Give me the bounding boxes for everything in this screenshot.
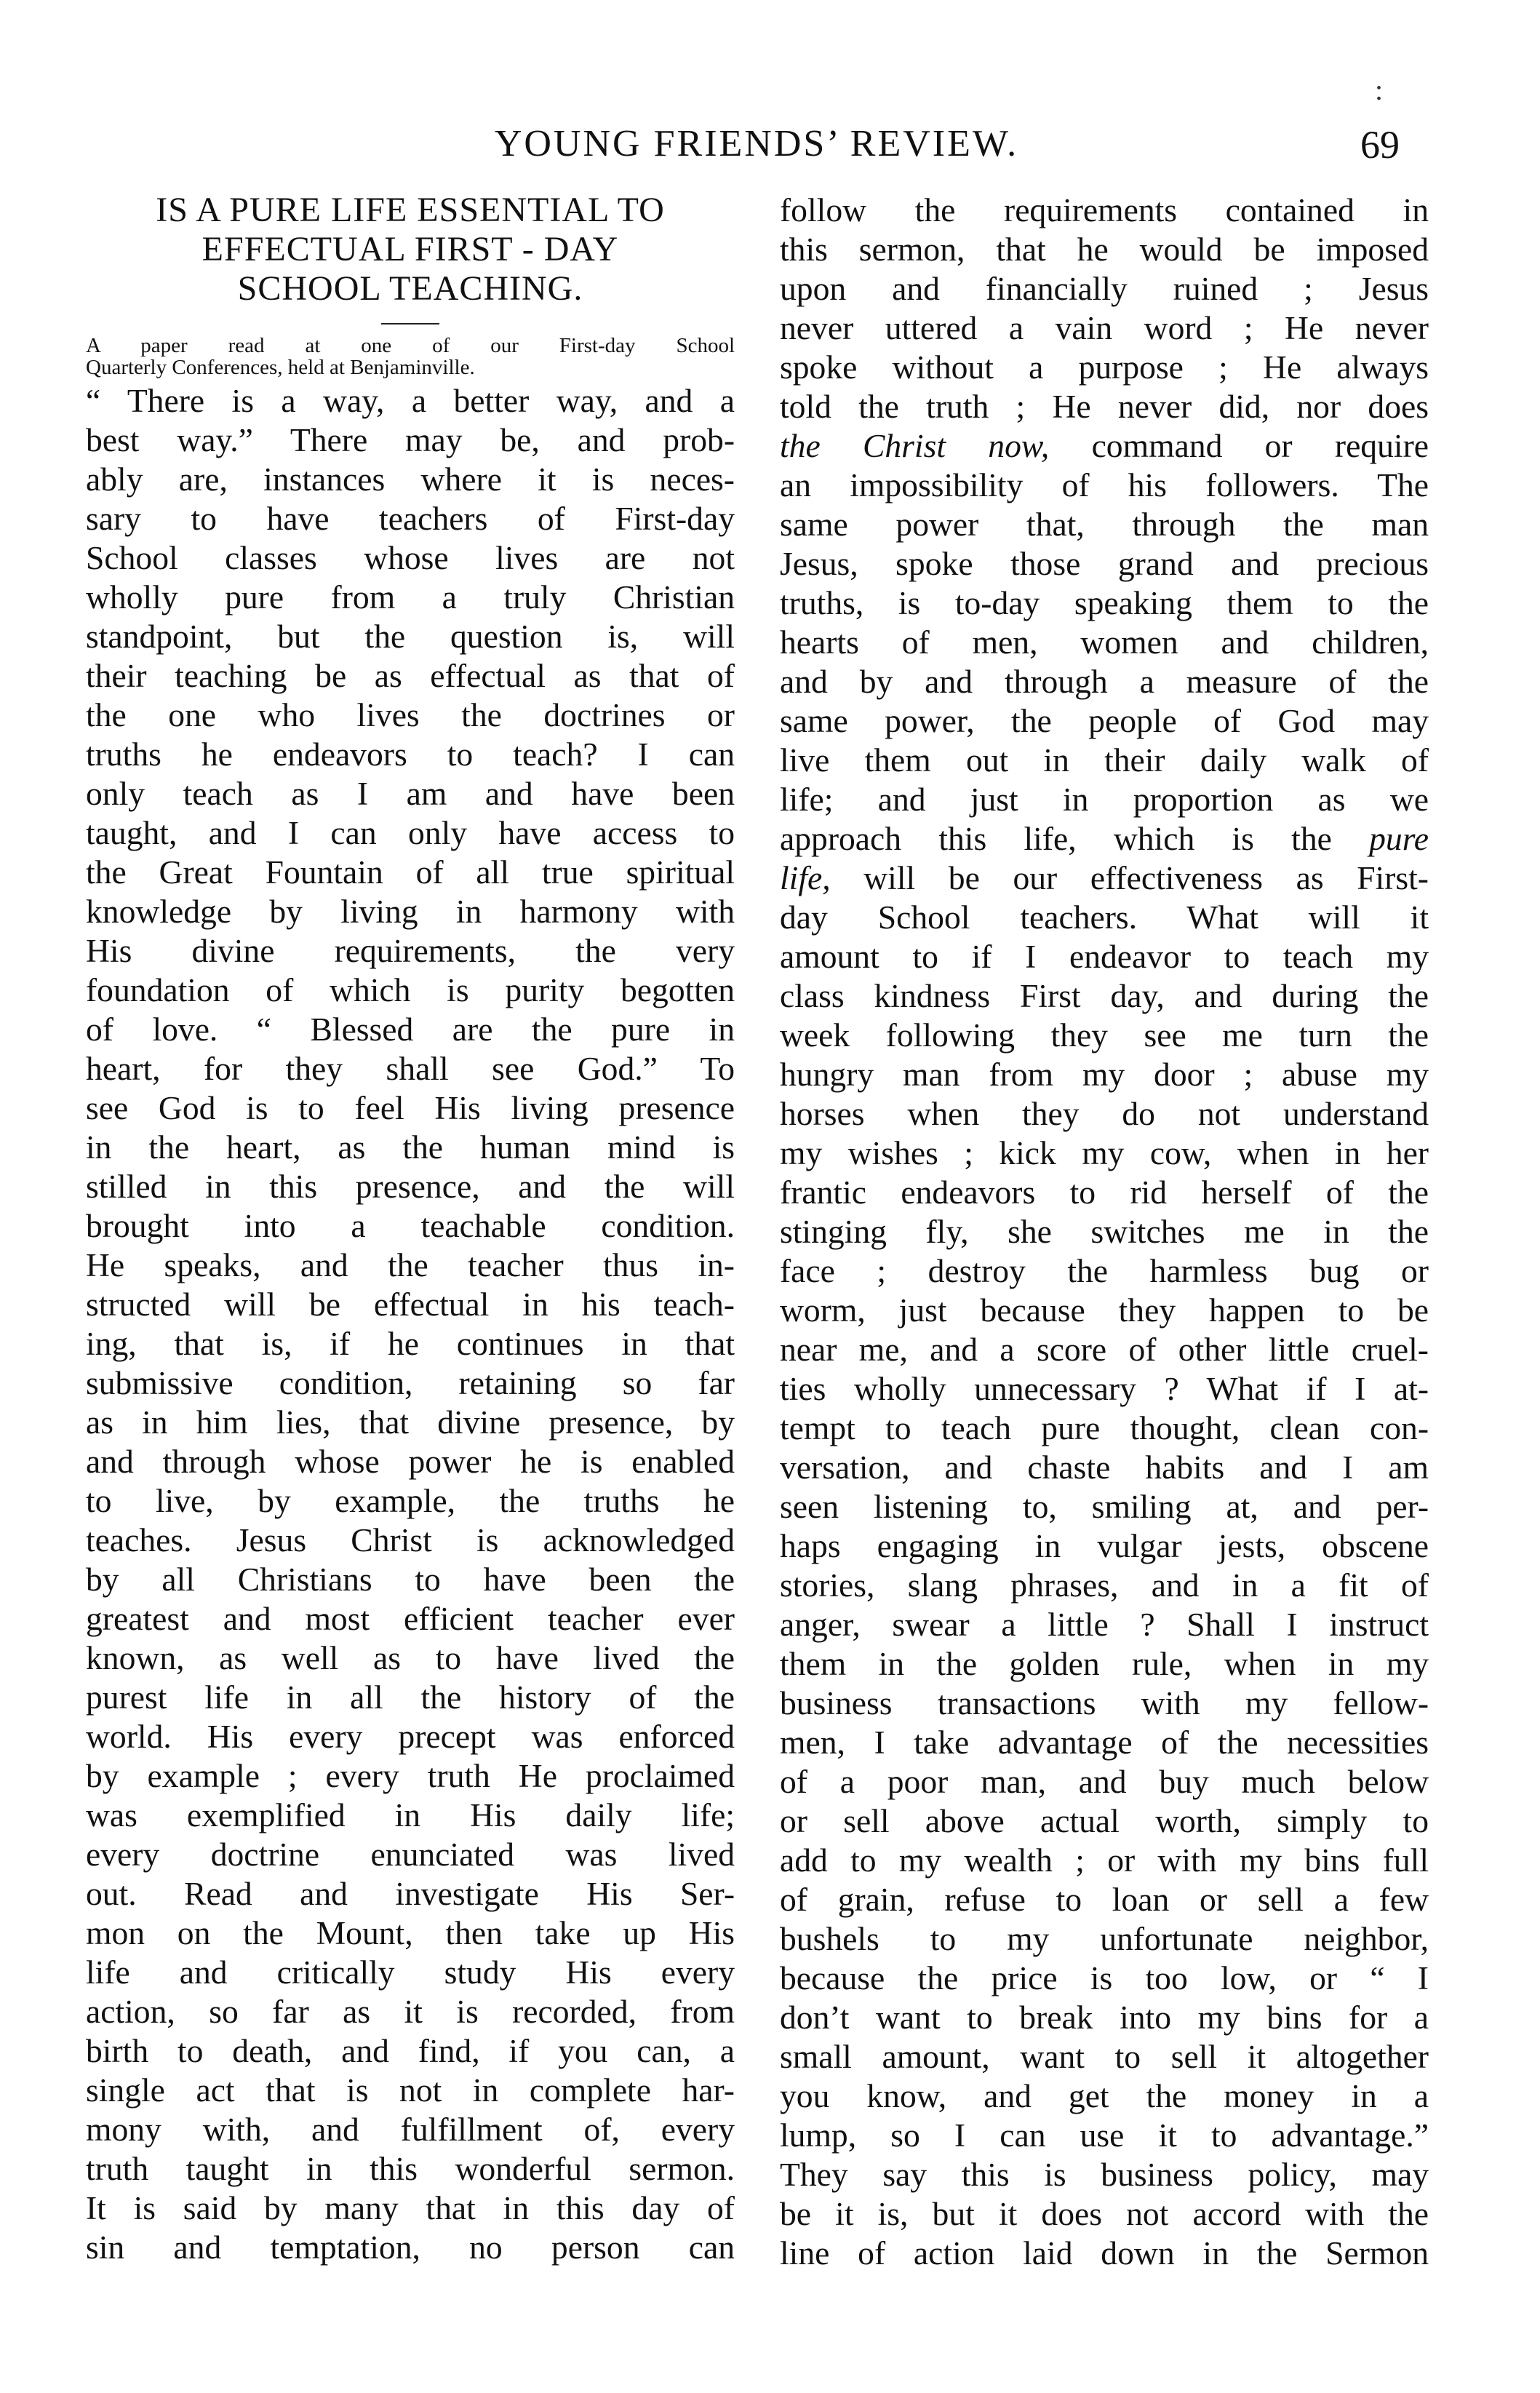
text-line: It is said by many that in this day of: [86, 2189, 735, 2226]
text-line: known, as well as to have lived the: [86, 1639, 735, 1676]
text-line: truths he endeavors to teach? I can: [86, 736, 735, 773]
text-line: my wishes ; kick my cow, when in her: [780, 1134, 1429, 1171]
text-line: men, I take advantage of the necessities: [780, 1724, 1429, 1761]
text-line: [780, 426, 1429, 466]
text-line: worm, just because they happen to be: [780, 1291, 1429, 1329]
italic-phrase: the Christ now,: [780, 427, 1050, 464]
text-line: spoke without a purpose ; He always: [780, 349, 1429, 386]
right-column: [780, 191, 1429, 2273]
title-line: EFFECTUAL FIRST - DAY: [202, 230, 619, 268]
text-line: of love. “ Blessed are the pure in: [86, 1011, 735, 1048]
text-line: single act that is not in complete har-: [86, 2071, 735, 2109]
text-line: life; and just in proportion as we: [780, 781, 1429, 818]
right-column-body-bottom: [780, 898, 1429, 2273]
text-fragment: will be our effectiveness as First-: [830, 859, 1429, 896]
left-column-body: [86, 381, 735, 2267]
text-line: day School teachers. What will it: [780, 899, 1429, 936]
text-line: action, so far as it is recorded, from: [86, 1993, 735, 2030]
text-line: heart, for they shall see God.” To: [86, 1050, 735, 1087]
text-line: bushels to my unfortunate neighbor,: [780, 1920, 1429, 1957]
text-line: mony with, and fulfillment of, every: [86, 2111, 735, 2148]
text-line: teaches. Jesus Christ is acknowledged: [86, 1521, 735, 1558]
text-line: lump, so I can use it to advantage.”: [780, 2117, 1429, 2154]
text-line: every doctrine enunciated was lived: [86, 1836, 735, 1873]
text-line: standpoint, but the question is, will: [86, 618, 735, 655]
text-fragment: approach this life, which is the: [780, 820, 1370, 857]
text-line: frantic endeavors to rid herself of the: [780, 1174, 1429, 1211]
text-line: business transactions with my fellow-: [780, 1684, 1429, 1721]
text-line: School classes whose lives are not: [86, 539, 735, 576]
text-line: stilled in this presence, and the will: [86, 1168, 735, 1205]
text-line: live them out in their daily walk of: [780, 741, 1429, 779]
text-line: wholly pure from a truly Christian: [86, 578, 735, 616]
text-line: taught, and I can only have access to: [86, 814, 735, 851]
text-line: told the truth ; He never did, nor does: [780, 388, 1429, 425]
page-number: 69: [1360, 123, 1400, 167]
text-line: hearts of men, women and children,: [780, 624, 1429, 661]
text-line: be it is, but it does not accord with the: [780, 2195, 1429, 2232]
text-line: an impossibility of his followers. The: [780, 466, 1429, 503]
text-line: hungry man from my door ; abuse my: [780, 1056, 1429, 1093]
text-line: or sell above actual worth, simply to: [780, 1802, 1429, 1839]
text-line: tempt to teach pure thought, clean con-: [780, 1409, 1429, 1446]
text-line: same power, the people of God may: [780, 702, 1429, 739]
text-line: upon and financially ruined ; Jesus: [780, 270, 1429, 307]
text-line: versation, and chaste habits and I am: [780, 1449, 1429, 1486]
text-line: add to my wealth ; or with my bins full: [780, 1841, 1429, 1879]
text-line: this sermon, that he would be imposed: [780, 231, 1429, 268]
text-line: “ There is a way, a better way, and a: [86, 382, 735, 419]
text-line: greatest and most efficient teacher ever: [86, 1600, 735, 1637]
title-divider: [381, 323, 439, 324]
text-line: the one who lives the doctrines or: [86, 696, 735, 733]
text-line: anger, swear a little ? Shall I instruct: [780, 1606, 1429, 1643]
text-line: knowledge by living in harmony with: [86, 893, 735, 930]
text-line: [780, 859, 1429, 898]
text-line: of a poor man, and buy much below: [780, 1763, 1429, 1800]
text-line: their teaching be as effectual as that of: [86, 657, 735, 694]
text-line: They say this is business policy, may: [780, 2156, 1429, 2193]
text-line: mon on the Mount, then take up His: [86, 1914, 735, 1951]
text-line: sin and temptation, no person can: [86, 2229, 735, 2266]
text-line: brought into a teachable condition.: [86, 1207, 735, 1244]
article-title: [86, 191, 735, 308]
text-line: by example ; every truth He proclaimed: [86, 1757, 735, 1794]
left-column: [86, 191, 735, 2267]
text-line: the Great Fountain of all true spiritual: [86, 853, 735, 891]
title-line: IS A PURE LIFE ESSENTIAL TO: [156, 191, 665, 229]
running-title: YOUNG FRIENDS’ REVIEW.: [494, 123, 1019, 164]
text-line: as in him lies, that divine presence, by: [86, 1403, 735, 1441]
text-line: see God is to feel His living presence: [86, 1089, 735, 1126]
text-line: His divine requirements, the very: [86, 932, 735, 969]
article-intro: [86, 335, 735, 378]
text-line: in the heart, as the human mind is: [86, 1128, 735, 1166]
text-line: horses when they do not understand: [780, 1095, 1429, 1132]
text-line: only teach as I am and have been: [86, 775, 735, 812]
text-line: week following they see me turn the: [780, 1016, 1429, 1054]
text-line: line of action laid down in the Sermon: [780, 2234, 1429, 2271]
text-line: amount to if I endeavor to teach my: [780, 938, 1429, 975]
text-line: stinging fly, she switches me in the: [780, 1213, 1429, 1250]
text-line: them in the golden rule, when in my: [780, 1645, 1429, 1682]
text-line: was exemplified in His daily life;: [86, 1796, 735, 1833]
text-line: to live, by example, the truths he: [86, 1482, 735, 1519]
text-line: sary to have teachers of First-day: [86, 500, 735, 537]
right-column-body-top: [780, 191, 1429, 426]
corner-mark: :: [1375, 73, 1384, 106]
italic-phrase: life,: [780, 859, 831, 896]
text-line: seen listening to, smiling at, and per-: [780, 1488, 1429, 1525]
text-line: foundation of which is purity begotten: [86, 971, 735, 1008]
intro-line: A paper read at one of our First-day School: [86, 335, 735, 357]
text-line: [780, 819, 1429, 859]
text-line: ably are, instances where it is neces-: [86, 461, 735, 498]
text-line: Jesus, spoke those grand and precious: [780, 545, 1429, 582]
text-line: don’t want to break into my bins for a: [780, 1999, 1429, 2036]
text-line: ing, that is, if he continues in that: [86, 1325, 735, 1362]
right-column-body-middle: [780, 466, 1429, 819]
text-line: face ; destroy the harmless bug or: [780, 1252, 1429, 1289]
text-line: small amount, want to sell it altogether: [780, 2038, 1429, 2075]
text-line: and by and through a measure of the: [780, 663, 1429, 700]
text-line: same power that, through the man: [780, 506, 1429, 543]
text-line: truths, is to-day speaking them to the: [780, 584, 1429, 621]
text-line: birth to death, and find, if you can, a: [86, 2032, 735, 2069]
text-line: structed will be effectual in his teach-: [86, 1286, 735, 1323]
text-line: because the price is too low, or “ I: [780, 1959, 1429, 1996]
text-line: purest life in all the history of the: [86, 1679, 735, 1716]
intro-line: Quarterly Conferences, held at Benjaminville.: [86, 357, 475, 378]
text-line: He speaks, and the teacher thus in-: [86, 1246, 735, 1283]
text-line: ties wholly unnecessary ? What if I at-: [780, 1370, 1429, 1407]
text-line: by all Christians to have been the: [86, 1561, 735, 1598]
text-line: haps engaging in vulgar jests, obscene: [780, 1527, 1429, 1564]
text-line: truth taught in this wonderful sermon.: [86, 2150, 735, 2187]
text-line: life and critically study His every: [86, 1954, 735, 1991]
text-line: out. Read and investigate His Ser-: [86, 1875, 735, 1912]
italic-phrase: pure: [1369, 820, 1429, 857]
text-line: never uttered a vain word ; He never: [780, 309, 1429, 346]
text-line: follow the requirements contained in: [780, 191, 1429, 228]
text-line: and through whose power he is enabled: [86, 1443, 735, 1480]
text-line: stories, slang phrases, and in a fit of: [780, 1566, 1429, 1604]
text-line: best way.” There may be, and prob-: [86, 421, 735, 458]
text-line: class kindness First day, and during the: [780, 977, 1429, 1014]
text-line: of grain, refuse to loan or sell a few: [780, 1881, 1429, 1918]
text-line: world. His every precept was enforced: [86, 1718, 735, 1755]
page-header: [0, 122, 1540, 173]
text-line: submissive condition, retaining so far: [86, 1364, 735, 1401]
text-fragment: command or require: [1049, 427, 1429, 464]
text-line: near me, and a score of other little cruel-: [780, 1331, 1429, 1368]
title-line: SCHOOL TEACHING.: [237, 269, 583, 308]
text-line: you know, and get the money in a: [780, 2077, 1429, 2114]
